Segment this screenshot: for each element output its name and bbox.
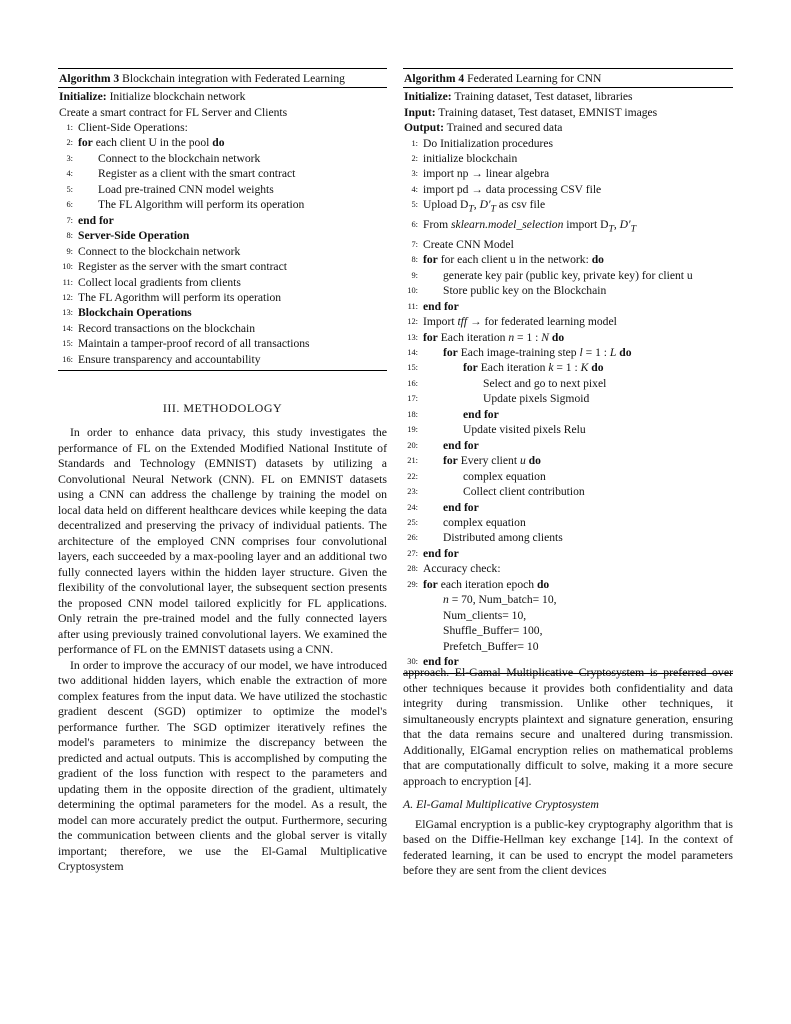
algo4-line: 13: for Each iteration n = 1 : N do (407, 330, 565, 344)
algo3-line: 5: Load pre-trained CNN model weights (66, 182, 274, 196)
algo4-line: 18: end for (407, 407, 499, 421)
algo4-line: 14: for Each image-training step l = 1 : L do (407, 346, 632, 360)
algo3-line: 4: Register as a client with the smart contract (66, 167, 296, 181)
right-column (403, 68, 733, 674)
algo4-line: 21: for Every client u do (407, 454, 541, 468)
algorithm-3-title: Algorithm 3 Blockchain integration with Federated Learning (58, 69, 387, 88)
algo3-line: 3: Connect to the blockchain network (66, 151, 261, 165)
algo4-line: 10: Store public key on the Blockchain (407, 284, 607, 298)
algo4-line: 12: Import tff → for federated learning model (407, 315, 617, 329)
elgamal-paragraph-2: ElGamal encryption is a public-key cryptography algorithm that is based on the Diffie-Hellman key exchange [14]. In the context of federated learning, it can be used to encrypt the model parameters before they are sent from the client devices (403, 816, 733, 877)
algorithm-4-title: Algorithm 4 Federated Learning for CNN (403, 69, 733, 88)
elgamal-paragraph-1: approach. El-Gamal Multiplicative Cryptosystem is preferred over other techniques because it provides both confidentiality and data integrity during transmission. Unlike other techniques, it simultaneously encrypts plaintext and signature generation, ensuring that the data remains secure and unaltered during transmission. Additionally, ElGamal encryption relies on mathematical problems that are computationally difficult to solve, making it a more secure approach to encryption [4]. (403, 665, 733, 788)
algo4-line: 15: for Each iteration k = 1 : K do (407, 361, 604, 375)
right-column-text (403, 665, 733, 879)
algo4-line: 7: Create CNN Model (411, 237, 514, 251)
algo4-line: 3: import np → linear algebra (411, 167, 550, 181)
algo4-line: 26: Distributed among clients (407, 531, 563, 545)
methodology-paragraph-2: In order to improve the accuracy of our model, we have introduced two additional hidden layers, which enable the extraction of more complex features from the input data. We have utilized the stochastic gradient descent (SGD) optimizer to optimize the model's performance further. The SGD optimizer iteratively refines the model's parameters to minimize the discrepancy between the predicted and actual outputs. This is accomplished by computing the gradient of the loss function with respect to the parameters and updating them in the opposite direction of the gradient, ultimately determining the optimal parameters for the model. As a result, the model can more accurately predict the output. Furthermore, securing the communication between clients and the global server is vitally important; therefore, we use the El-Gamal Multiplicative Cryptosystem (58, 657, 387, 874)
algo3-line: 16: Ensure transparency and accountability (62, 352, 261, 366)
algo3-line: 1: Client-Side Operations: (66, 121, 188, 134)
left-column (58, 68, 387, 875)
algo4-line: 23: Collect client contribution (407, 485, 585, 499)
algo4-line: 16: Select and go to next pixel (407, 376, 607, 390)
algo4-line: 30: end for (407, 655, 459, 669)
algo3-line: 2: for each client U in the pool do (66, 136, 225, 150)
algo3-line: 15: Maintain a tamper-proof record of all transactions (62, 337, 310, 351)
algo4-line: 2: initialize blockchain (411, 151, 518, 165)
algo4-line: 6: From sklearn.model_selection import $D_T$, $D'_T$ (411, 218, 636, 235)
algo4-line: 4: import pd → data processing CSV file (411, 182, 602, 196)
algo4-line: 11: end for (407, 299, 459, 313)
algo4-line: 17: Update pixels Sigmoid (407, 392, 590, 406)
algo4-line: 25: complex equation (407, 516, 526, 529)
algo3-line: 10: Register as the server with the smart contract (62, 260, 287, 274)
algo4-line: 24: end for (407, 500, 479, 514)
algo4-line: 22: complex equation (407, 469, 546, 483)
algo4-line: 1: Do Initialization procedures (411, 136, 554, 150)
algo4-line: 19: Update visited pixels Relu (407, 423, 586, 437)
algorithm-3-lines (58, 120, 387, 367)
algo3-line: 11: Collect local gradients from clients (62, 275, 241, 289)
algo3-line: 13: Blockchain Operations (62, 306, 192, 320)
algo4-line: Prefetch_Buffer= 10 (443, 639, 539, 653)
algorithm-3-create: Create a smart contract for FL Server and Clients (59, 105, 288, 119)
algo4-line: 29: for each iteration epoch do (407, 577, 550, 591)
algo3-line: 6: The FL Algorithm will perform its operation (66, 198, 305, 212)
methodology-paragraph-1: In order to enhance data privacy, this study investigates the performance of FL on the Extended Modified National Institute of Standards and Technology (EMNIST) datasets by utilizing a Convolutional Neural Network (CNN). FL on EMNIST datasets using a CNN can address the challenge by training the model on local data held on different healthcare devices while keeping the data decentralized and preserving the privacy of individual patients. The architecture of the employed CNN comprises four convolutional layers, each succeeded by a max-pooling layer and an additional two fully connected layers within the hidden layer structure. Given the flexibility of the convolutional layer, the subsequent section presents the proposed CNN model tailored explicitly for FL applications. Only retrain the pre-trained model and the fully connected layers after using previously trained convolutional layers. We examined the performance of FL on the EMNIST datasets using a CNN. (58, 425, 387, 657)
algo3-line: 9: Connect to the blockchain network (66, 244, 241, 258)
algorithm-4-input: Input: Training dataset, Test dataset, EMNIST images (404, 105, 658, 119)
algo4-line: 27: end for (407, 546, 459, 560)
algo4-line: Num_clients= 10, (443, 608, 527, 622)
subsection-heading: A. El-Gamal Multiplicative Cryptosystem (403, 797, 599, 811)
algorithm-3-initialize: Initialize: Initialize blockchain network (59, 90, 246, 103)
algorithm-4-initialize: Initialize: Training dataset, Test dataset, libraries (404, 90, 633, 103)
algo4-line: 9: generate key pair (public key, private key) for client u (411, 268, 693, 282)
algo4-line: 20: end for (407, 438, 479, 452)
algorithm-3 (58, 68, 387, 371)
algorithm-4 (403, 68, 733, 674)
algo4-line: Shuffle_Buffer= 100, (443, 624, 543, 638)
algo4-line: 28: Accuracy check: (407, 562, 501, 576)
algo4-line: 8: for for each client u in the network: do (411, 253, 604, 267)
algo3-line: 7: end for (66, 213, 114, 227)
algorithm-4-output: Output: Trained and secured data (404, 121, 563, 134)
algo3-line: 12: The FL Agorithm will perform its operation (62, 290, 282, 304)
algo3-line: 8: Server-Side Operation (66, 229, 190, 243)
algo4-line: 5: Upload $D_T$, $D'_T$ as csv file (411, 198, 546, 215)
section-heading: III. METHODOLOGY (162, 401, 283, 416)
algo3-line: 14: Record transactions on the blockchain (62, 321, 256, 335)
algo4-line: n = 70, Num_batch= 10, (443, 593, 557, 607)
